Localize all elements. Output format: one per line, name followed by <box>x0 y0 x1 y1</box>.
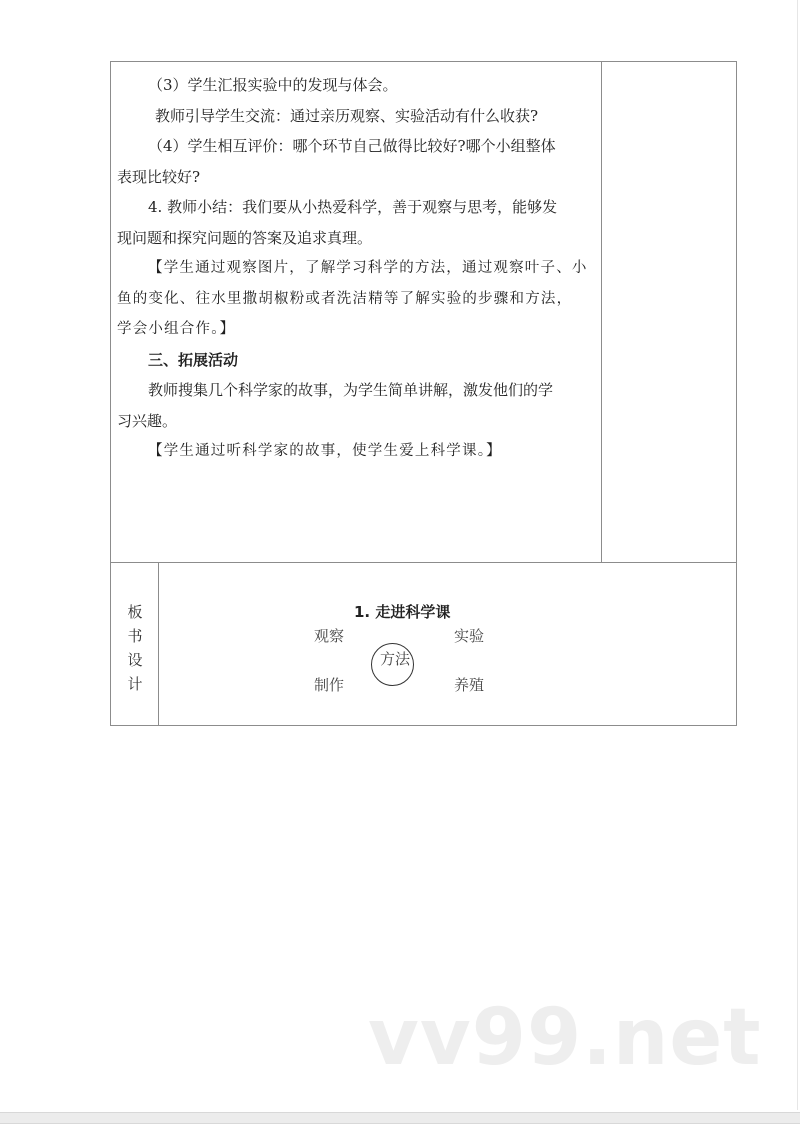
teacher-summary: 4. 教师小结：我们要从小热爱科学，善于观察与思考，能够发 <box>148 198 558 216</box>
watermark: vv99.net <box>368 993 762 1083</box>
step-3-report: （3）学生汇报实验中的发现与体会。 <box>148 76 398 94</box>
label-char: 设 <box>127 651 143 669</box>
term-make: 制作 <box>314 676 345 694</box>
design-note-2: 【学生通过听科学家的故事，使学生爱上科学课。】 <box>148 443 502 459</box>
horizontal-scrollbar[interactable] <box>0 1112 800 1124</box>
board-design-label <box>111 563 159 725</box>
label-char: 板 <box>127 603 143 621</box>
board-design-cell <box>159 563 736 725</box>
term-breed: 养殖 <box>454 676 485 694</box>
term-observe: 观察 <box>314 627 345 645</box>
step-4-evaluation: （4）学生相互评价：哪个环节自己做得比较好?哪个小组整体 <box>148 137 556 155</box>
board-design-row <box>111 563 736 725</box>
teaching-process-row <box>111 62 736 563</box>
step-4-evaluation-cont: 表现比较好? <box>117 167 201 186</box>
teacher-guidance: 教师引导学生交流：通过亲历观察、实验活动有什么收获? <box>155 106 539 125</box>
notes-cell <box>602 62 736 562</box>
teaching-content-cell <box>111 62 602 562</box>
design-note-1-line-2: 鱼的变化、往水里撒胡椒粉或者洗洁精等了解实验的步骤和方法， <box>117 290 573 307</box>
design-note-1-line-3: 学会小组合作。】 <box>117 321 236 337</box>
page-edge <box>797 0 798 1110</box>
design-note-1: 【学生通过观察图片，了解学习科学的方法，通过观察叶子、小 <box>148 260 588 276</box>
term-experiment: 实验 <box>454 627 485 645</box>
board-title: 1. 走进科学课 <box>354 603 451 621</box>
method-label: 方法 <box>380 650 411 668</box>
teacher-summary-cont: 现问题和探究问题的答案及追求真理。 <box>117 228 373 247</box>
lesson-plan-table <box>110 61 737 726</box>
section-heading-extension: 三、拓展活动 <box>148 350 239 369</box>
extension-activity: 教师搜集几个科学家的故事，为学生简单讲解，激发他们的学 <box>148 381 554 399</box>
label-char: 计 <box>127 675 143 693</box>
extension-activity-cont: 习兴趣。 <box>117 411 178 430</box>
label-char: 书 <box>127 627 143 645</box>
